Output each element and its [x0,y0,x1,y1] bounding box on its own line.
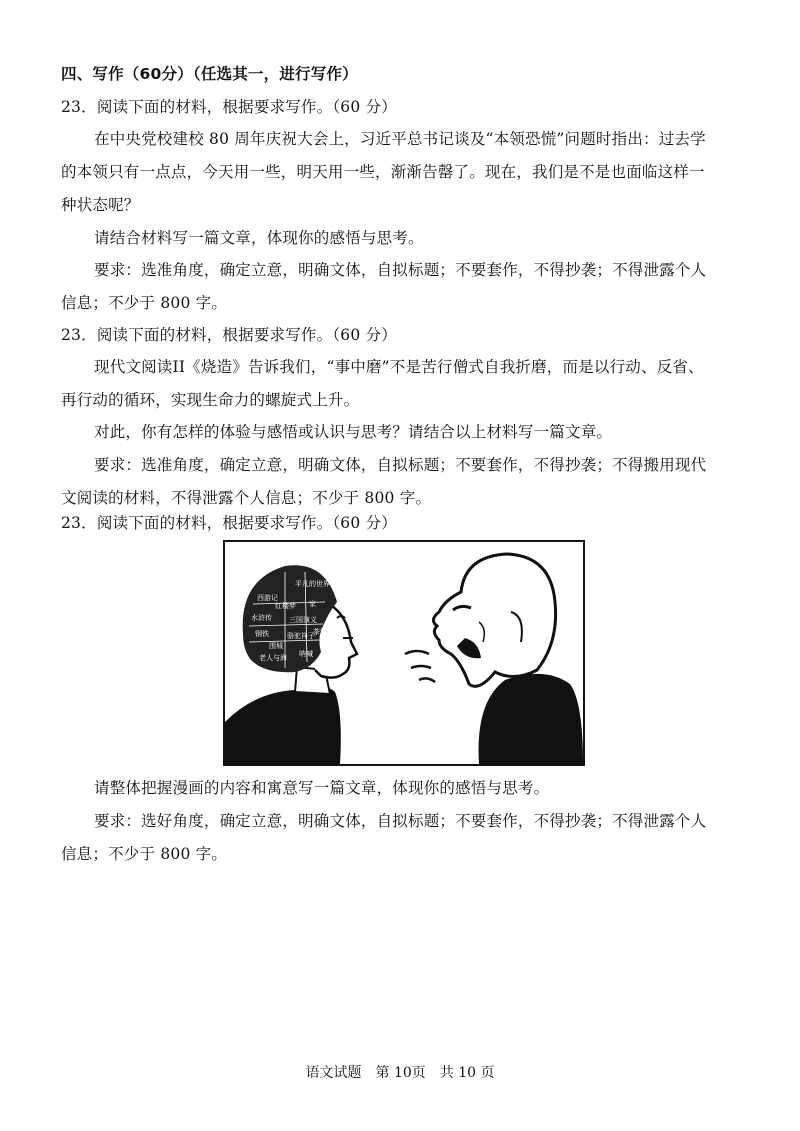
book-label: 三国演义 [289,616,317,624]
book-label: 西游记 [257,594,278,602]
book-label: 老人与海 [259,654,287,662]
q3-requirement-line-2: 信息；不少于 800 字。 [61,845,228,863]
q1-material-line-1: 在中央党校建校 80 周年庆祝大会上，习近平总书记谈及“本领恐慌”问题时指出：过去学 [94,130,706,148]
book-label: 钢铁 [255,630,269,638]
q1-heading: 23．阅读下面的材料，根据要求写作。（60 分） [61,98,397,116]
q2-requirement-line-2: 文阅读的材料，不得泄露个人信息；不少于 800 字。 [61,489,432,507]
q3-requirement-line-1: 要求：选好角度，确定立意，明确文体，自拟标题；不要套作，不得抄袭；不得泄露个人 [94,812,707,830]
q1-requirement-line-2: 信息；不少于 800 字。 [61,294,228,312]
right-person-head [433,554,555,686]
page-footer: 语文试题 第 10页 共 10 页 [305,1065,495,1081]
left-person-body [225,686,341,764]
shout-marks [405,651,435,682]
book-label: 骆驼祥子 [287,632,315,640]
q1-material-line-2: 的本领只有一点点，今天用一些，明天用一些，渐渐告罄了。现在，我们是不是也面临这样一 [61,163,705,181]
book-label: 围城 [269,642,283,650]
right-person-body [479,674,583,764]
q2-heading: 23．阅读下面的材料，根据要求写作。（60 分） [61,326,397,344]
q1-material-line-3: 种状态呢？ [61,196,140,214]
section-title: 四、写作（60分）（任选其一，进行写作） [61,65,358,83]
q1-requirement-line-1: 要求：选准角度，确定立意，明确文体，自拟标题；不要套作，不得抄袭；不得泄露个人 [94,261,707,279]
q2-material-line-2: 再行动的循环，实现生命力的螺旋式上升。 [61,391,360,409]
q2-task: 对此，你有怎样的体验与感悟或认识与思考？请结合以上材料写一篇文章。 [94,423,613,441]
q3-heading: 23．阅读下面的材料，根据要求写作。（60 分） [61,514,397,532]
q3-task: 请整体把握漫画的内容和寓意写一篇文章，体现你的感悟与思考。 [94,779,550,797]
q1-task: 请结合材料写一篇文章，体现你的感悟与思考。 [94,229,424,247]
cartoon-image [223,540,585,766]
book-label: 平凡的世界 [295,580,330,588]
book-label: 家 [309,600,316,608]
book-label: 茶馆 [313,628,327,636]
q2-requirement-line-1: 要求：选准角度，确定立意，明确文体，自拟标题；不要套作，不得抄袭；不得搬用现代 [94,456,707,474]
book-label: 水浒传 [251,614,272,622]
book-label: 红楼梦 [275,602,296,610]
book-label: 呐喊 [299,650,313,658]
q2-material-line-1: 现代文阅读II《烧造》告诉我们，“事中磨”不是苦行僧式自我折磨，而是以行动、反省、 [94,358,704,376]
